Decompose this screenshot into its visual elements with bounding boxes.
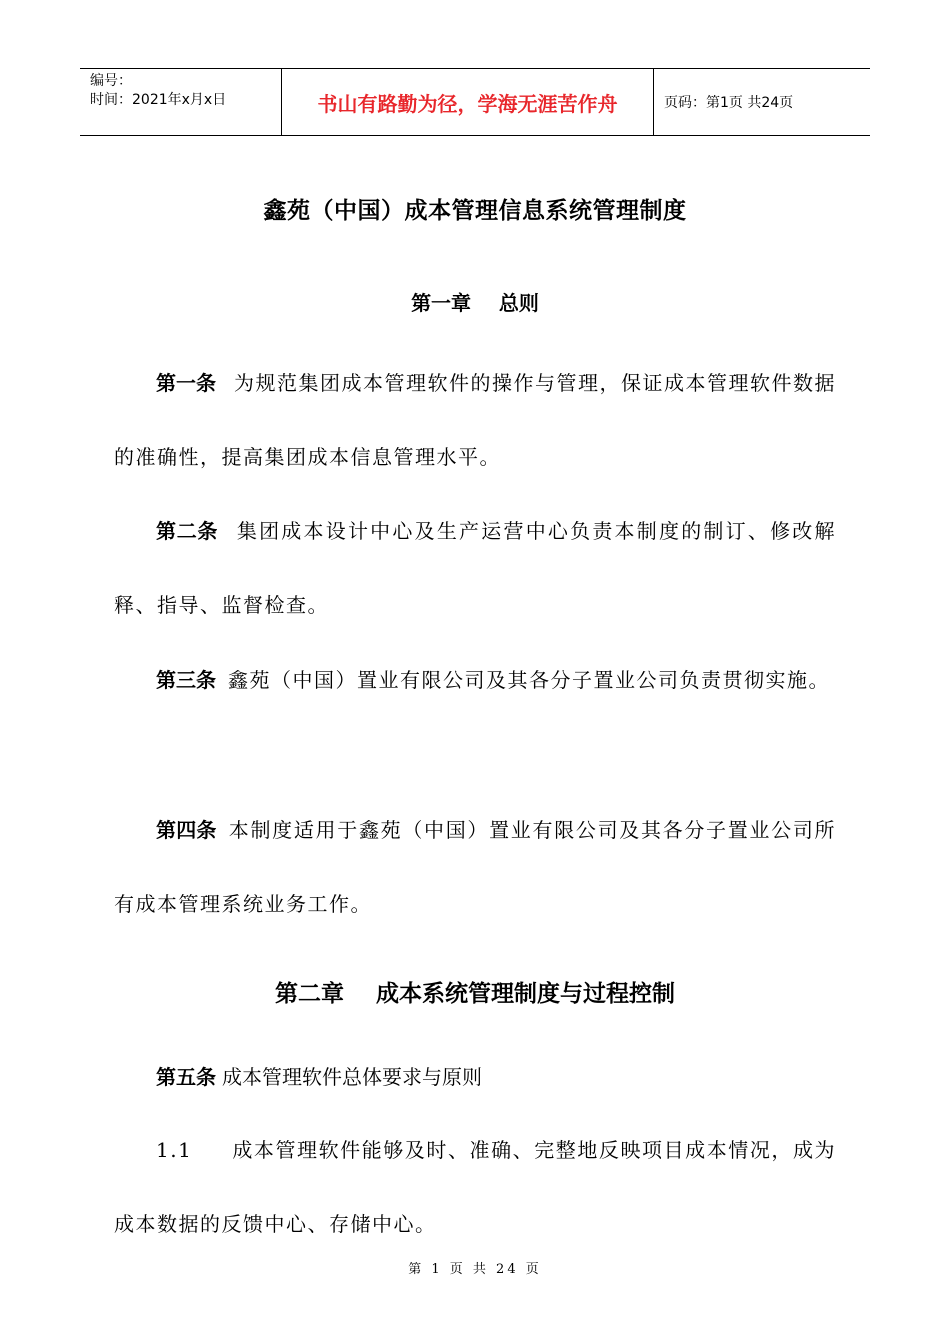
clause-1-1-text: 成本管理软件能够及时、准确、完整地反映项目成本情况，成为成本数据的反馈中心、存储中心。 — [114, 1138, 836, 1236]
clause-1-1-label: 1.1 — [156, 1138, 193, 1162]
document-title: 鑫苑（中国）成本管理信息系统管理制度 — [263, 198, 687, 224]
header-meta-cell — [80, 69, 282, 135]
header-motto: 书山有路勤为径，学海无涯苦作舟 — [282, 69, 654, 135]
header-page-info: 页码：第1页 共24页 — [664, 95, 794, 111]
article-3 — [114, 643, 836, 717]
article-2-text: 集团成本设计中心及生产运营中心负责本制度的制订、修改解释、指导、监督检查。 — [114, 519, 837, 617]
article-2-label: 第二条 — [156, 519, 219, 543]
clause-1-1 — [114, 1113, 836, 1261]
article-5 — [156, 1061, 482, 1090]
chapter-1-title: 第一章 总则 — [411, 291, 539, 315]
article-2 — [114, 494, 836, 642]
article-4 — [114, 793, 836, 941]
document-header — [80, 68, 870, 136]
article-4-label: 第四条 — [156, 818, 217, 842]
article-1 — [114, 346, 836, 494]
article-3-label: 第三条 — [156, 668, 216, 692]
article-5-label: 第五条 — [156, 1065, 216, 1089]
header-number-label: 编号： — [90, 73, 132, 89]
article-5-text: 成本管理软件总体要求与原则 — [222, 1065, 482, 1089]
chapter-2-title: 第二章 成本系统管理制度与过程控制 — [274, 981, 676, 1007]
article-3-text: 鑫苑（中国）置业有限公司及其各分子置业公司负责贯彻实施。 — [228, 668, 830, 692]
article-1-label: 第一条 — [156, 371, 216, 395]
article-4-text: 本制度适用于鑫苑（中国）置业有限公司及其各分子置业公司所有成本管理系统业务工作。 — [114, 818, 837, 916]
page-footer: 第 1 页 共 24 页 — [408, 1262, 542, 1277]
header-time-label: 时间：2021年x月x日 — [90, 92, 227, 108]
article-1-text: 为规范集团成本管理软件的操作与管理，保证成本管理软件数据的准确性，提高集团成本信息管理水平。 — [114, 371, 836, 469]
